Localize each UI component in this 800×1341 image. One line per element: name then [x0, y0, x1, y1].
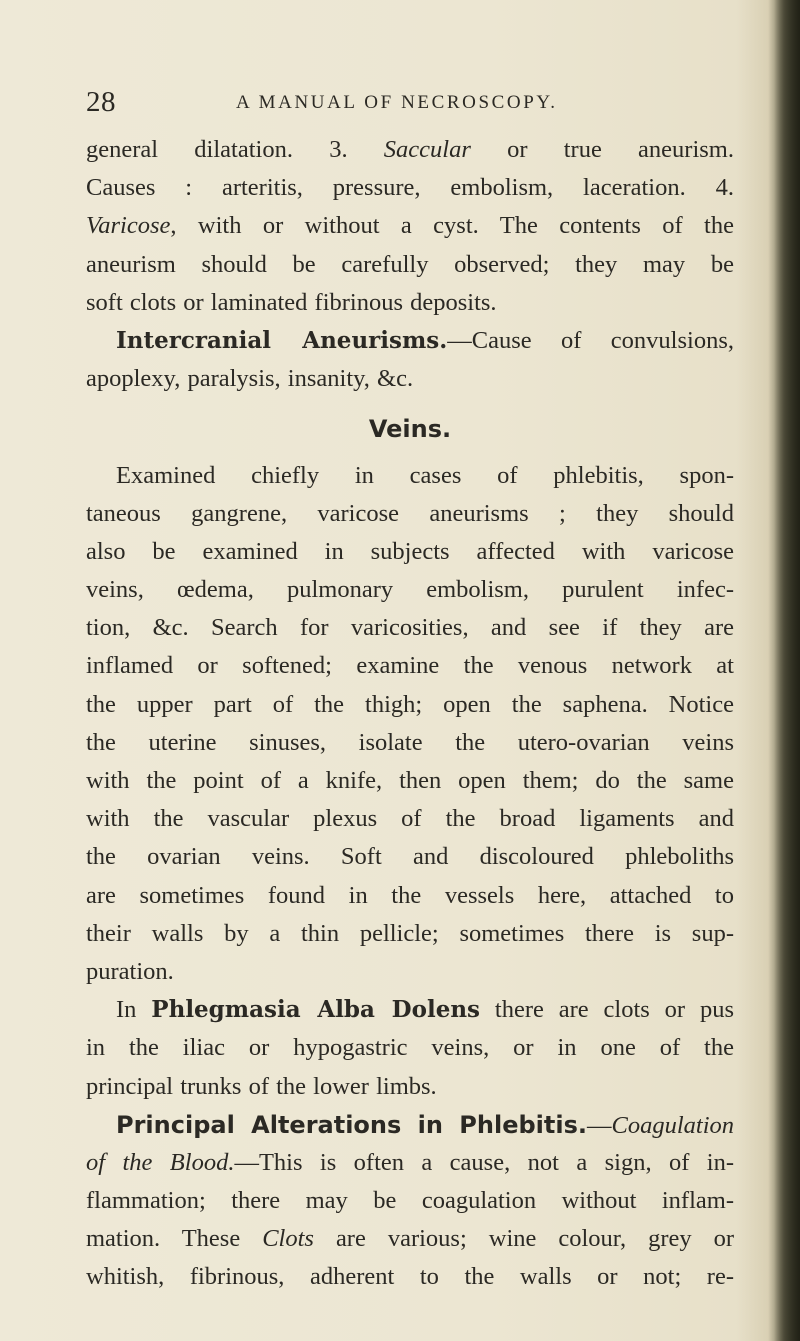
text-run: tion, &c. Search for varicosities, and see if they are [86, 614, 734, 642]
section-heading-veins: Veins. [368, 415, 452, 444]
text-run: with the point of a knife, then open them; do the same [86, 767, 734, 794]
text-line [86, 571, 734, 609]
running-head: A MANUAL OF NECROSCOPY. [236, 92, 558, 113]
text-run: the upper part of the thigh; open the saphena. Notice [86, 690, 734, 718]
text-line [86, 762, 734, 800]
text-run: are sometimes found in the vessels here, attached to [86, 881, 734, 909]
text-line [86, 284, 734, 322]
bold-heading-run: Principal Alterations in Phlebitis. [116, 1110, 587, 1139]
italic-run: Clots [262, 1225, 314, 1253]
text-line [86, 1144, 734, 1182]
text-line [86, 246, 734, 284]
text-run: inflamed or softened; examine the venous network at [86, 652, 734, 680]
text-line [86, 800, 734, 838]
text-line [86, 457, 734, 495]
text-line [86, 609, 734, 647]
text-run: In [116, 996, 152, 1024]
text-line [86, 838, 734, 876]
text-run: in the iliac or hypogastric veins, or in one of the [86, 1034, 734, 1062]
body-text [86, 131, 734, 1297]
text-run: mation. These [86, 1225, 263, 1253]
text-run: also be examined in subjects affected with varicose [86, 537, 734, 565]
text-line [86, 1220, 734, 1258]
text-run: , with or without a cyst. The contents of the [170, 212, 734, 240]
page-number: 28 [86, 86, 116, 118]
text-run: general dilatation. 3. [86, 136, 384, 163]
text-line [86, 495, 734, 533]
text-run: principal trunks of the lower limbs. [86, 1072, 437, 1100]
text-line [86, 686, 734, 724]
text-line [86, 1068, 734, 1106]
page-header [86, 86, 746, 118]
text-run: apoplexy, paralysis, insanity, &c. [86, 365, 414, 393]
text-run: are various; wine colour, grey or [313, 1225, 734, 1253]
text-line [86, 991, 734, 1029]
text-line [86, 724, 734, 762]
text-run: — [586, 1111, 612, 1139]
text-line [86, 1258, 734, 1296]
text-line [86, 1106, 734, 1144]
text-run: Causes : arteritis, pressure, embolism, laceration. 4. [86, 174, 734, 202]
text-run: puration. [86, 957, 174, 985]
italic-run: of the Blood. [86, 1148, 235, 1176]
text-run: the ovarian veins. Soft and discoloured phleboliths [86, 843, 734, 871]
bold-run: Intercranial Aneurisms. [116, 326, 448, 354]
text-run: or true aneurism. [470, 136, 734, 163]
text-line [86, 533, 734, 571]
italic-run: Varicose [86, 212, 171, 240]
text-run: soft clots or laminated fibrinous deposits. [86, 288, 497, 316]
text-line [86, 647, 734, 685]
text-line [86, 131, 734, 169]
text-run: whitish, fibrinous, adherent to the walls or not; re- [86, 1263, 734, 1291]
text-run: aneurism should be carefully observed; they may be [86, 250, 734, 278]
text-line [86, 322, 734, 360]
text-line [86, 360, 734, 398]
italic-run: Saccular [383, 136, 471, 163]
text-run: flammation; there may be coagulation without inflam- [86, 1187, 734, 1215]
page-edge-shadow [774, 0, 800, 1341]
text-line [86, 207, 734, 245]
text-line [86, 1182, 734, 1220]
text-run: Examined chiefly in cases of phlebitis, spon- [116, 461, 734, 489]
text-run: veins, œdema, pulmonary embolism, purulent infec- [86, 576, 734, 604]
text-run: with the vascular plexus of the broad ligaments and [86, 805, 734, 833]
text-run: —Cause of convulsions, [447, 326, 734, 354]
text-run: the uterine sinuses, isolate the utero-ovarian veins [86, 728, 734, 756]
text-run: there are clots or pus [480, 996, 734, 1024]
text-line [86, 953, 734, 991]
text-run: taneous gangrene, varicose aneurisms ; they should [86, 499, 734, 527]
text-run: —This is often a cause, not a sign, of in- [234, 1148, 735, 1176]
text-line [86, 169, 734, 207]
text-line [86, 915, 734, 953]
veins-section [86, 457, 734, 1297]
text-line [86, 1029, 734, 1067]
text-line [86, 877, 734, 915]
arteries-continuation [86, 131, 734, 398]
bold-run: Phlegmasia Alba Dolens [151, 996, 481, 1024]
italic-run: Coagulation [611, 1111, 734, 1139]
text-run: their walls by a thin pellicle; sometimes there is sup- [86, 919, 734, 947]
